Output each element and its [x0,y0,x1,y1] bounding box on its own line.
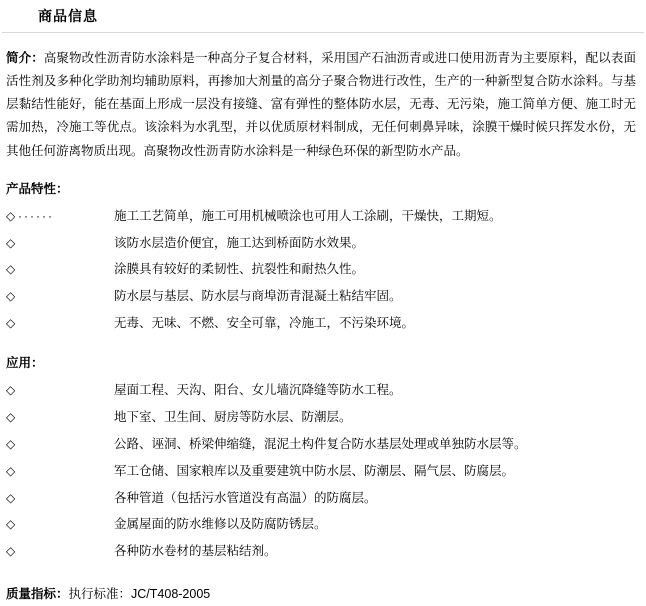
list-item [6,458,636,485]
diamond-bullet-icon: ◇ [6,436,16,451]
list-item-text: 公路、诬洞、桥梁伸缩缝，混泥土构件复合防水基层处理或单独防水层等。 [114,436,527,451]
list-item-text: 军工仓储、国家粮库以及重要建筑中防水层、防潮层、隔气层、防腐层。 [114,463,515,478]
standard-code: JC/T408-2005 [131,587,211,602]
list-item [6,404,636,431]
diamond-bullet-icon: ◇ [6,262,16,277]
intro-label: 简介： [6,51,44,65]
list-item-text: 防水层与基层、防水层与商埠沥青混凝土粘结牢固。 [114,289,402,304]
section-applications-heading: 应用： [6,356,44,370]
diamond-bullet-icon: ◇ [6,383,16,397]
diamond-bullet-icon: ◇ [6,409,16,424]
list-item [6,283,636,310]
diamond-bullet-icon: ◇ [6,316,16,331]
section-applications [6,353,636,565]
list-item-text: 金属屋面的防水维修以及防腐防锈层。 [114,517,327,532]
section-features [6,179,636,337]
diamond-bullet-icon: ◇ [6,289,16,304]
leader-dots: ······ [18,208,54,223]
quality-standard-line [6,583,636,606]
section-features-heading: 产品特性： [6,181,69,196]
list-item [6,485,636,512]
diamond-bullet-icon: ◇ [6,517,16,532]
list-item [6,203,636,230]
intro-text: 高聚物改性沥青防水涂料是一种高分子复合材料，采用国产石油沥青或进口使用沥青为主要原料，配以表面活性剂及多种化学助剂均辅助原料，再掺加大剂量的高分子聚合物进行改性，生产的一种新型复合防水涂料。与基层黏结性能好，能在基面上形成一层没有接缝、富有弹性的整体防水层，无毒、无污染，施工简单方便、施工时无需加热，冷施工等优点。该涂料为水乳型，并以优质原材料制成，无任何刺鼻异味，涂膜干燥时候只挥发水份，无其他任何游离物质出现。高聚物改性沥青防水涂料是一种绿色环保的新型防水产品。 [6,51,636,158]
intro-paragraph [6,47,636,163]
diamond-bullet-icon: ◇ [6,544,16,559]
list-item-text: 各种防水卷材的基层粘结剂。 [114,544,277,559]
list-item-text: 各种管道（包括污水管道没有高温）的防腐层。 [114,490,377,505]
standard-prefix: 执行标准： [68,587,132,602]
list-item-text: 涂膜具有较好的柔韧性、抗裂性和耐热久性。 [114,262,365,277]
diamond-bullet-icon: ◇ [6,208,16,223]
list-item-text: 施工工艺简单，施工可用机械喷涂也可用人工涂刷，干燥快，工期短。 [114,208,502,223]
list-item-text: 无毒、无味、不燃、安全可靠，冷施工，不污染环境。 [114,316,415,331]
diamond-bullet-icon: ◇ [6,463,16,478]
applications-list [6,377,636,565]
list-item-text: 地下室、卫生间、厨房等防水层、防潮层。 [114,409,352,424]
diamond-bullet-icon: ◇ [6,490,16,505]
diamond-bullet-icon: ◇ [6,235,16,250]
list-item [6,256,636,283]
list-item-text: 该防水层造价便宜，施工达到桥面防水效果。 [114,235,365,250]
list-item [6,377,636,404]
list-item [6,431,636,458]
list-item [6,230,636,257]
list-item-text: 屋面工程、天沟、阳台、女儿墙沉降缝等防水工程。 [114,383,402,397]
list-item [6,538,636,565]
list-item [6,511,636,538]
quality-label: 质量指标： [6,587,69,602]
features-list [6,203,636,337]
content-area [0,33,646,606]
page-title: 商品信息 [38,8,98,24]
list-item [6,310,636,337]
